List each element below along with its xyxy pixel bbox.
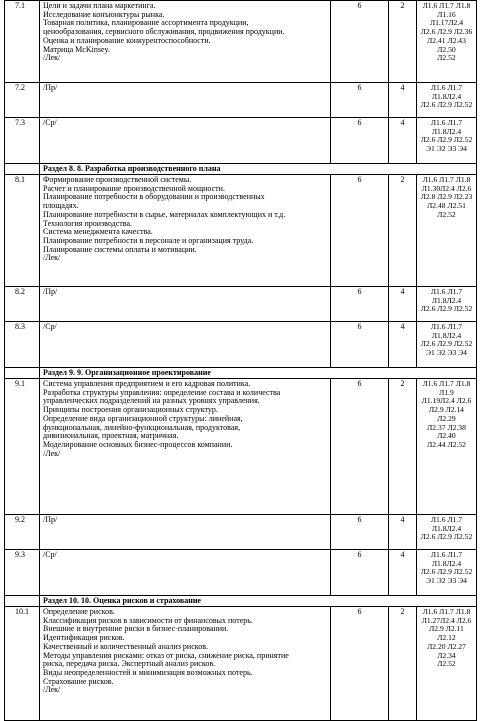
- literature-line: Л1.6 Л1.7 Л1.8: [422, 1, 471, 10]
- section-num-cell: [5, 596, 40, 607]
- semester-value: 6: [331, 322, 389, 368]
- topic-line: управленческих подразделений на разных уровнях управления.: [43, 396, 260, 406]
- section-header-row: [5, 164, 477, 175]
- topic-line: /Пр/: [43, 287, 58, 296]
- literature-line: Л2.6 Л2.9 Л2.52: [420, 532, 473, 542]
- literature-line: Л2.6 Л2.9 Л2.52: [420, 100, 473, 110]
- literature-refs: [417, 550, 477, 596]
- section-num-cell: [5, 164, 40, 175]
- hours-value: 2: [389, 175, 417, 287]
- hours-value: 2: [389, 379, 417, 515]
- topic-row: [5, 175, 477, 287]
- topic-line: Формирование производственной системы.: [43, 175, 192, 184]
- topic-description: [40, 287, 331, 322]
- literature-refs: [417, 379, 477, 515]
- topic-line: Цели и задачи плана маркетинга.: [43, 1, 156, 10]
- topic-line: Определение вида организационной структуры: линейная,: [43, 413, 243, 423]
- topic-line: Система управления предприятием и его кадровая политика.: [43, 379, 251, 388]
- literature-line: Л1.16 Л1.17Л2.4: [429, 9, 464, 28]
- semester-value: 6: [331, 83, 389, 118]
- topic-number: 8.3: [5, 322, 40, 368]
- topic-line: /Лек/: [43, 53, 61, 63]
- literature-line: Л1.6 Л1.7 Л1.8 Л1.9: [422, 379, 471, 397]
- section-title: Раздел 10. 10. Оценка рисков и страхование: [40, 596, 477, 607]
- semester-value: 6: [331, 515, 389, 550]
- topic-line: /Лек/: [43, 685, 61, 695]
- topic-row: [5, 1, 477, 83]
- section-num-cell: [5, 368, 40, 379]
- hours-value: 4: [389, 322, 417, 368]
- semester-value: 6: [331, 287, 389, 322]
- literature-line: Л1.6 Л1.7 Л1.8: [422, 175, 471, 184]
- topic-row: [5, 118, 477, 164]
- literature-line: Л2.9 Л2.14 Л2.29: [429, 405, 464, 423]
- hours-value: 4: [389, 118, 417, 164]
- semester-value: 6: [331, 379, 389, 515]
- topic-row: [5, 83, 477, 118]
- table-body: [5, 1, 477, 721]
- hours-value: 4: [389, 515, 417, 550]
- topic-line: Планирование потребности в оборудовании и производственных: [43, 192, 265, 202]
- literature-refs: [417, 118, 477, 164]
- hours-value: 4: [389, 287, 417, 322]
- literature-refs: [417, 1, 477, 83]
- literature-line: Л2.37 Л2.38 Л2.40: [427, 422, 466, 441]
- topic-line: Оценка и планирование конкурентоспособности.: [43, 35, 211, 45]
- topic-line: Товарная политика, планирование ассортимента продукции,: [43, 18, 249, 28]
- topic-line: Расчет и планирование производственной мощности.: [43, 183, 225, 193]
- topic-description: [40, 322, 331, 368]
- literature-line: Л2.6 Л2.9 Л2.52: [420, 135, 473, 145]
- topic-line: Планирование потребности в персонале и организация труда.: [43, 235, 254, 245]
- topic-number: 7.3: [5, 118, 40, 164]
- literature-line: Л1.6 Л1.7 Л1.8Л2.4: [430, 322, 463, 340]
- topic-line: дивизиональная, проектная, матричная.: [43, 431, 179, 441]
- literature-refs: [417, 287, 477, 322]
- topic-line: /Ср/: [43, 550, 57, 559]
- semester-value: 6: [331, 175, 389, 287]
- topic-line: площадях.: [43, 201, 79, 211]
- topic-line: Идентификация рисков.: [43, 633, 125, 643]
- topic-row: [5, 379, 477, 515]
- section-title: Раздел 8. 8. Разработка производственного плана: [40, 164, 477, 175]
- semester-value: 6: [331, 1, 389, 83]
- topic-line: /Пр/: [43, 83, 58, 92]
- topic-line: /Ср/: [43, 322, 57, 331]
- hours-value: 2: [389, 1, 417, 83]
- topic-line: /Пр/: [43, 515, 58, 524]
- topic-description: [40, 515, 331, 550]
- topic-row: [5, 322, 477, 368]
- topic-line: Разработка структуры управления: определение состава и количества: [43, 387, 281, 397]
- topic-line: /Лек/: [43, 448, 61, 458]
- literature-line: Л2.9 Л2.11 Л2.12: [429, 624, 464, 643]
- topic-line: Виды неопределенностей и минимизация возможных потерь.: [43, 667, 253, 677]
- topic-line: Принципы построения организационных структур.: [43, 405, 218, 415]
- topic-line: Планирование потребности в сырье, материалах комплектующих и т.д.: [43, 209, 286, 219]
- literature-line: Л2.20 Л2.27 Л2.34: [427, 641, 466, 660]
- topic-line: Система менеджмента качества.: [43, 227, 153, 237]
- topic-line: ценообразования, сервисного обслуживания, продвижения продукции.: [43, 27, 285, 37]
- literature-line: Л1.6 Л1.7 Л1.8Л2.4: [430, 118, 463, 136]
- literature-line: Л1.19Л2.4 Л2.6: [421, 396, 472, 406]
- literature-line: Л2.44 Л2.52: [427, 439, 466, 449]
- topic-number: 8.1: [5, 175, 40, 287]
- literature-line: Э1 Э2 Э3 Э4: [426, 576, 467, 586]
- topic-line: Внешние и внутренние риски в бизнес-планировании.: [43, 624, 229, 634]
- topic-number: 8.2: [5, 287, 40, 322]
- hours-value: 4: [389, 83, 417, 118]
- literature-line: Э1 Э2 Э3 Э4: [426, 348, 467, 358]
- topic-line: Исследование конъюнктуры рынка.: [43, 9, 165, 19]
- topic-line: Качественный и количественный анализ рисков.: [43, 641, 209, 651]
- literature-line: Э1 Э2 Э3 Э4: [426, 144, 467, 154]
- topic-line: /Ср/: [43, 118, 57, 127]
- literature-line: Л1.27Л2.4 Л2.6: [421, 615, 472, 625]
- literature-line: Л2.6 Л2.9 Л2.52: [420, 339, 473, 349]
- topic-number: 9.1: [5, 379, 40, 515]
- literature-refs: [417, 515, 477, 550]
- topic-line: Технология производства.: [43, 218, 132, 228]
- section-title: Раздел 9. 9. Организационное проектирование: [40, 368, 477, 379]
- topic-number: 7.1: [5, 1, 40, 83]
- literature-line: Л1.6 Л1.7 Л1.8: [422, 607, 471, 616]
- literature-line: Л2.48 Л2.51 Л2.52: [427, 201, 466, 219]
- literature-line: Л2.6 Л2.9 Л2.36: [420, 27, 473, 37]
- topic-line: Моделирование основных бизнес-процессов компании.: [43, 439, 233, 449]
- literature-line: Л1.6 Л1.7 Л1.8Л2.4: [430, 550, 463, 568]
- curriculum-table: [4, 0, 477, 721]
- literature-line: Л2.6 Л2.9 Л2.52: [420, 304, 473, 314]
- topic-number: 9.2: [5, 515, 40, 550]
- topic-line: Страхование рисков.: [43, 676, 114, 686]
- topic-description: [40, 175, 331, 287]
- hours-value: 2: [389, 607, 417, 721]
- literature-line: Л2.52: [437, 53, 456, 63]
- topic-number: 7.2: [5, 83, 40, 118]
- topic-row: [5, 550, 477, 596]
- hours-value: 4: [389, 550, 417, 596]
- semester-value: 6: [331, 607, 389, 721]
- topic-row: [5, 515, 477, 550]
- topic-line: Матрица McKinsey.: [43, 44, 110, 54]
- literature-line: Л1.30Л2.4 Л2.6: [421, 183, 472, 193]
- literature-line: Л1.6 Л1.7 Л1.8Л2.4: [430, 515, 463, 533]
- topic-description: [40, 83, 331, 118]
- literature-line: Л2.6 Л2.9 Л2.52: [420, 567, 473, 577]
- literature-refs: [417, 322, 477, 368]
- topic-line: Определение рисков.: [43, 607, 115, 616]
- topic-line: риска, передача риска. Экспертный анализ рисков.: [43, 659, 216, 669]
- literature-line: Л1.6 Л1.7 Л1.8Л2.4: [430, 287, 463, 305]
- semester-value: 6: [331, 118, 389, 164]
- topic-line: Планирование системы оплаты и мотивации.: [43, 244, 197, 254]
- section-header-row: [5, 596, 477, 607]
- literature-line: Л2.41 Л2.43 Л2.50: [427, 35, 466, 54]
- literature-refs: [417, 175, 477, 287]
- topic-number: 9.3: [5, 550, 40, 596]
- topic-row: [5, 287, 477, 322]
- topic-line: Классификация рисков в зависимости от финансовых потерь.: [43, 615, 253, 625]
- topic-description: [40, 1, 331, 83]
- topic-line: функциональная, линейно-функциональная, продуктовая,: [43, 422, 241, 432]
- section-header-row: [5, 368, 477, 379]
- topic-number: 10.1: [5, 607, 40, 721]
- topic-description: [40, 550, 331, 596]
- literature-line: Л1.6 Л1.7 Л1.8Л2.4: [430, 83, 463, 101]
- topic-line: Методы управления рисками: отказ от риска, снижение риска, принятие: [43, 650, 289, 660]
- topic-description: [40, 118, 331, 164]
- literature-refs: [417, 83, 477, 118]
- topic-description: [40, 379, 331, 515]
- literature-line: Л2.52: [437, 659, 456, 669]
- topic-line: /Лек/: [43, 253, 61, 263]
- literature-line: Л2.8 Л2.9 Л2.23: [420, 192, 473, 202]
- semester-value: 6: [331, 550, 389, 596]
